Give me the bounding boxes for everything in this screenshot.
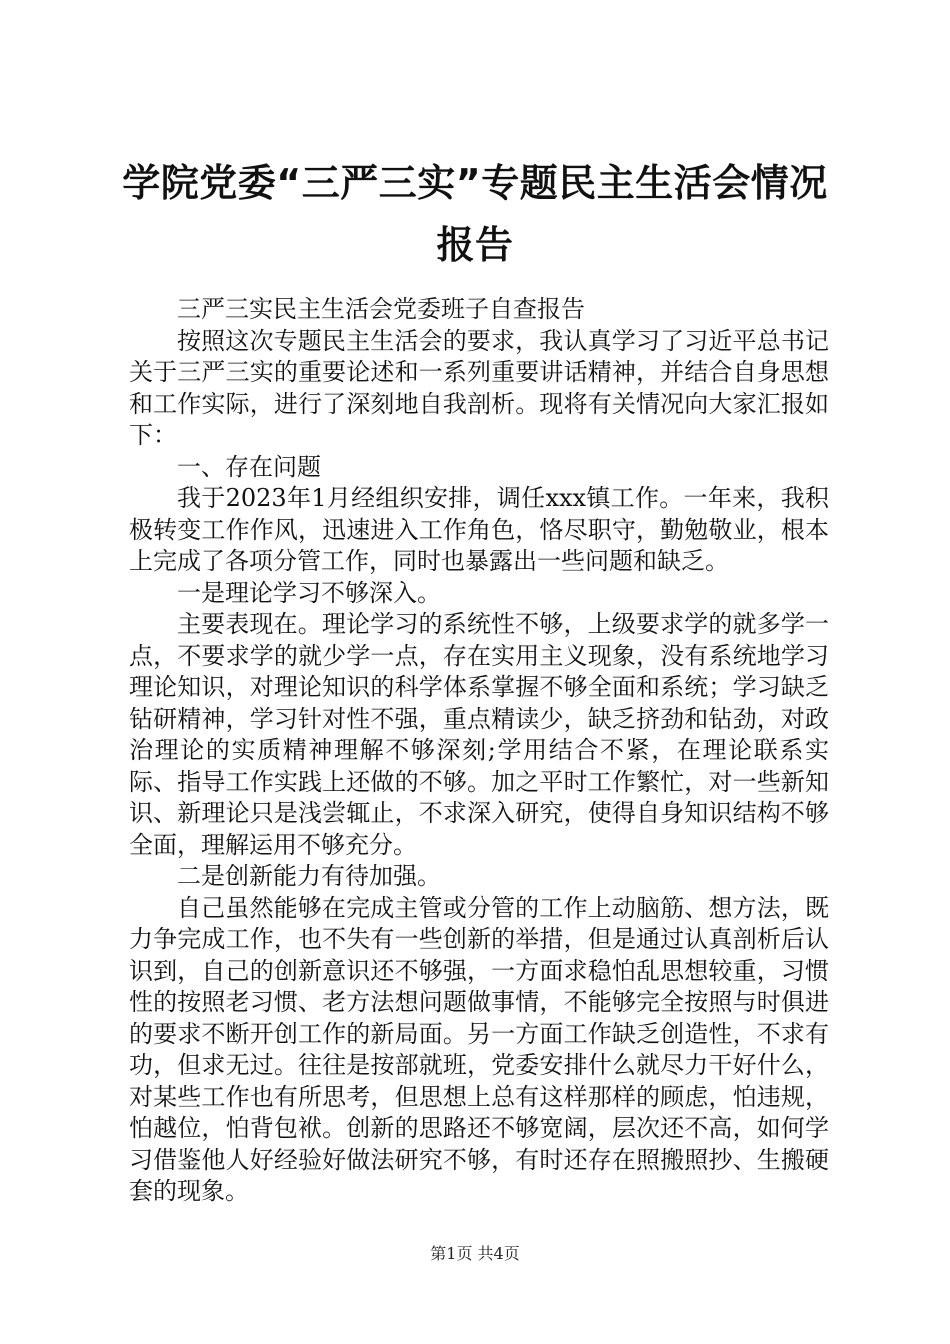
paragraph-theory: 主要表现在。理论学习的系统性不够，上级要求学的就多学一点，不要求学的就少学一点，存在实用主义现象，没有系统地学习理论知识，对理论知识的科学体系掌握不够全面和系统；学习缺乏钻研精神，学习针对性不强，重点精读少，缺乏挤劲和钻劲，对政治理论的实质精神理解不够深刻;学用结合不紧，在理论联系实际、指导工作实践上还做的不够。加之平时工作繁忙，对一些新知识、新理论只是浅尝辄止，不求深入研究，使得自身知识结构不够全面，理解运用不够充分。 [129, 610, 829, 859]
paragraph-innovation: 自己虽然能够在完成主管或分管的工作上动脑筋、想方法，既力争完成工作，也不失有一些创新的举措，但是通过认真剖析后认识到，自己的创新意识还不够强，一方面求稳怕乱思想较重，习惯性的按照老习惯、老方法想问题做事情，不能够完全按照与时俱进的要求不断开创工作的新局面。另一方面工作缺乏创造性，不求有功，但求无过。往往是按部就班，党委安排什么就尽力干好什么，对某些工作也有所思考，但思想上总有这样那样的顾虑，怕违规，怕越位，怕背包袱。创新的思路还不够宽阔，层次还不高，如何学习借鉴他人好经验好做法研究不够，有时还存在照搬照抄、生搬硬套的现象。 [129, 893, 829, 1205]
document-title: 学院党委“三严三实”专题民主生活会情况报告 [122, 161, 828, 267]
paragraph-intro: 按照这次专题民主生活会的要求，我认真学习了习近平总书记关于三严三实的重要论述和一系列重要讲话精神，并结合自身思想和工作实际，进行了深刻地自我剖析。现将有关情况向大家汇报如下： [129, 326, 829, 449]
point-heading-innovation: 二是创新能力有待加强。 [177, 862, 441, 890]
paragraph-subtitle: 三严三实民主生活会党委班子自查报告 [177, 295, 585, 323]
document-body [129, 294, 829, 1208]
paragraph-background: 我于2023年1月经组织安排，调任xxx镇工作。一年来，我积极转变工作作风，迅速进入工作角色，恪尽职守，勤勉敬业，根本上完成了各项分管工作，同时也暴露出一些问题和缺乏。 [129, 484, 829, 575]
section-heading-problems: 一、存在问题 [177, 452, 321, 481]
point-heading-theory: 一是理论学习不够深入。 [177, 578, 441, 607]
page-number: 第1页 共4页 [430, 1244, 520, 1263]
